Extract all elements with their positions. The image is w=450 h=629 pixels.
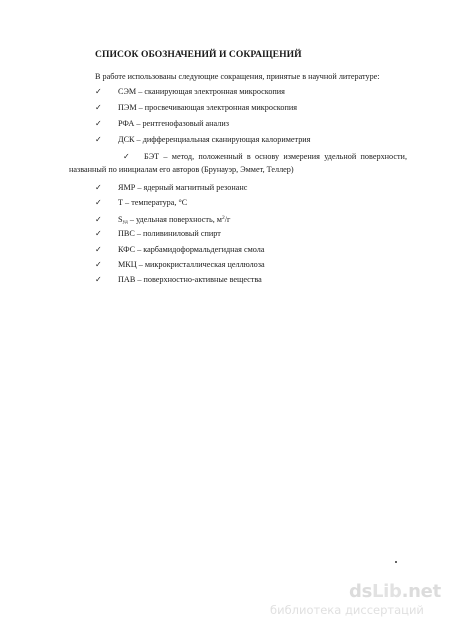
page-dot (395, 561, 397, 563)
list-item (95, 274, 262, 286)
list-item (95, 118, 229, 130)
list-item (95, 212, 230, 224)
list-item-text: СЭМ – сканирующая электронная микроскопия (118, 87, 285, 96)
check-mark-icon: ✓ (95, 229, 102, 238)
list-item-continuation: названный по инициалам его авторов (Брунауэр, Эммет, Теллер) (69, 165, 294, 174)
list-item-text: БЭТ – метод, положенный в основу измерения удельной поверхности, (144, 152, 407, 161)
check-mark-icon: ✓ (95, 87, 102, 96)
check-mark-icon: ✓ (123, 152, 130, 161)
superscript-2: 2 (222, 215, 225, 221)
list-item-bet (95, 151, 407, 163)
sud-unit: /г (224, 215, 231, 224)
symbol-s: S (118, 215, 123, 224)
watermark-logo (349, 581, 441, 602)
list-item-text: РФА – рентгенофазовый анализ (118, 119, 229, 128)
list-item-text: Т – температура, °С (118, 198, 188, 207)
check-mark-icon: ✓ (95, 215, 102, 224)
list-item-text: КФС – карбамидоформальдегидная смола (118, 245, 265, 254)
list-item (95, 134, 310, 146)
list-item-text: ПВС – поливиниловый спирт (118, 229, 221, 238)
check-mark-icon: ✓ (95, 183, 102, 192)
check-mark-icon: ✓ (95, 275, 102, 284)
list-item (95, 228, 221, 240)
check-mark-icon: ✓ (95, 135, 102, 144)
list-item-text: ПАВ – поверхностно-активные вещества (118, 275, 262, 284)
list-item (95, 244, 265, 256)
list-item-text: ДСК – дифференциальная сканирующая калориметрия (118, 135, 311, 144)
intro-text: В работе использованы следующие сокращения, принятые в научной литературе: (95, 72, 380, 81)
list-item-text (118, 215, 230, 224)
subscript-ud: уд (122, 219, 128, 225)
check-mark-icon: ✓ (95, 103, 102, 112)
list-item (95, 197, 187, 209)
list-item (95, 259, 265, 271)
list-item (95, 102, 297, 114)
list-item-text: ЯМР – ядерный магнитный резонанс (118, 183, 248, 192)
check-mark-icon: ✓ (95, 198, 102, 207)
watermark-net: .net (401, 581, 441, 602)
list-item (95, 86, 285, 98)
watermark-subtitle: библиотека диссертаций (270, 603, 424, 617)
page-title: СПИСОК ОБОЗНАЧЕНИЙ И СОКРАЩЕНИЙ (95, 49, 302, 60)
sud-text: – удельная поверхность, м (127, 215, 222, 224)
watermark-lib: Lib (372, 581, 402, 602)
check-mark-icon: ✓ (95, 260, 102, 269)
check-mark-icon: ✓ (95, 119, 102, 128)
watermark-ds: ds (349, 581, 372, 602)
list-item (95, 182, 247, 194)
list-item-text: МКЦ – микрокристаллическая целлюлоза (118, 260, 265, 269)
check-mark-icon: ✓ (95, 245, 102, 254)
list-item-text: ПЭМ – просвечивающая электронная микроскопия (118, 103, 297, 112)
